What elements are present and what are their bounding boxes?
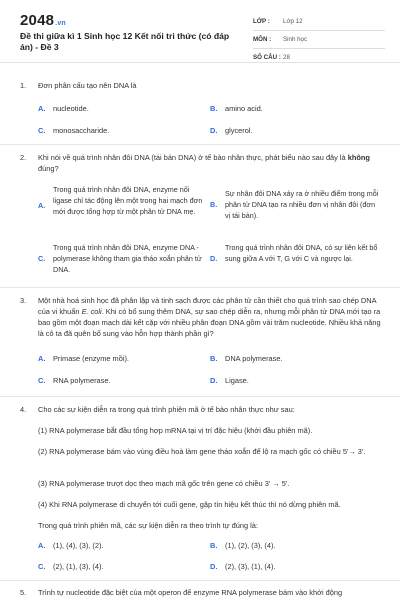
option-letter: D. bbox=[210, 562, 218, 571]
option-d[interactable] bbox=[210, 125, 380, 136]
question-5 bbox=[20, 587, 382, 598]
exam-meta bbox=[253, 13, 385, 66]
option-letter: C. bbox=[38, 376, 46, 385]
option-c[interactable] bbox=[38, 375, 208, 386]
option-text: Ligase. bbox=[225, 376, 249, 385]
option-a[interactable] bbox=[38, 184, 206, 232]
option-letter: A. bbox=[38, 354, 46, 363]
option-letter: D. bbox=[210, 126, 218, 135]
option-a[interactable] bbox=[38, 540, 208, 551]
option-text: Primase (enzyme mồi). bbox=[53, 354, 129, 363]
option-letter: B. bbox=[210, 104, 218, 113]
question-stem bbox=[38, 295, 382, 339]
option-letter: C. bbox=[38, 254, 46, 263]
question-3 bbox=[20, 295, 382, 391]
option-text: (1), (2), (3), (4). bbox=[225, 541, 276, 550]
event-2: (2) RNA polymerase bám vào vùng điều hoà làm gene tháo xoắn để lộ ra mạch gốc có chiều 5'→ 3'. bbox=[38, 447, 366, 456]
divider bbox=[0, 580, 400, 581]
stem-text: . Khi có bổ sung thêm DNA, sự sao chép diễn ra, nhưng mỗi phân tử DNA mới tạo ra bao gồm một đoạn mạch dài kết cặp với nhiều phân đoạn DNA gồm vài trăm nucleotide. Nhiều khả năng là cô ta đã quên bổ sung vào hỗn hợp thành phần gì? bbox=[38, 307, 381, 338]
meta-value: 28 bbox=[283, 54, 290, 61]
logo-suffix: .vn bbox=[55, 20, 66, 27]
option-text: amino acid. bbox=[225, 104, 263, 113]
question-stem: Cho các sự kiện diễn ra trong quá trình phiên mã ở tế bào nhân thực như sau: bbox=[38, 405, 295, 414]
stem-emphasis: không bbox=[347, 153, 370, 162]
stem-text: Một nhà hoá sinh học đã phân lập và tinh sạch được các phân tử cần thiết cho quá trình sao chép DNA của vi khuẩn bbox=[38, 296, 377, 316]
option-letter: C. bbox=[38, 126, 46, 135]
question-stem bbox=[38, 152, 382, 174]
option-text: glycerol. bbox=[225, 126, 253, 135]
question-number: 5. bbox=[20, 588, 27, 597]
option-b[interactable] bbox=[210, 103, 380, 114]
logo-text: 2048 bbox=[20, 12, 55, 29]
option-text: nucleotide. bbox=[53, 104, 89, 113]
option-text: Trong quá trình nhân đôi DNA, enzyme DNA - polymerase không tham gia tháo xoắn phân tử DNA. bbox=[53, 243, 202, 274]
option-c[interactable] bbox=[38, 125, 208, 136]
meta-value: Sinh học bbox=[283, 36, 308, 43]
meta-value: Lớp 12 bbox=[283, 18, 303, 25]
option-a[interactable] bbox=[38, 103, 208, 114]
divider bbox=[0, 396, 400, 397]
option-text: (1), (4), (3), (2). bbox=[53, 541, 104, 550]
option-letter: A. bbox=[38, 104, 46, 113]
option-text: monosaccharide. bbox=[53, 126, 110, 135]
option-c[interactable] bbox=[38, 561, 208, 572]
event-3: (3) RNA polymerase trượt dọc theo mạch mã gốc trên gene có chiều 3' → 5'. bbox=[38, 479, 290, 488]
meta-key: MÔN : bbox=[253, 36, 272, 43]
option-d[interactable] bbox=[210, 242, 382, 278]
question-number: 1. bbox=[20, 81, 27, 90]
option-letter: B. bbox=[210, 354, 218, 363]
option-letter: D. bbox=[210, 254, 218, 263]
meta-row-class bbox=[253, 13, 385, 31]
question-number: 3. bbox=[20, 296, 27, 305]
meta-key: LỚP : bbox=[253, 18, 270, 25]
option-letter: A. bbox=[38, 541, 46, 550]
option-b[interactable] bbox=[210, 540, 380, 551]
option-text: Trong quá trình nhân đôi DNA, có sự liên kết bổ sung giữa A với T, G với C và ngược lại. bbox=[225, 243, 378, 263]
exam-title: Đề thi giữa kì 1 Sinh học 12 Kết nối tri thức (có đáp án) - Đề 3 bbox=[20, 31, 230, 52]
option-a[interactable] bbox=[38, 353, 208, 364]
option-text: Trong quá trình nhân đôi DNA, enzyme nối ligase chỉ tác động lên một trong hai mạch đơn mới được tổng hợp từ một phân tử DNA mẹ. bbox=[53, 185, 203, 216]
stem-text: Khi nói về quá trình nhân đôi DNA (tái bản DNA) ở tế bào nhân thực, phát biểu nào sau đây là bbox=[38, 153, 346, 162]
divider bbox=[0, 144, 400, 145]
option-letter: B. bbox=[210, 200, 218, 209]
meta-row-count bbox=[253, 49, 385, 66]
divider bbox=[0, 287, 400, 288]
question-number: 4. bbox=[20, 405, 27, 414]
event-4: (4) Khi RNA polymerase di chuyển tới cuối gene, gặp tín hiệu kết thúc thì nó dừng phiên mã. bbox=[38, 500, 341, 509]
option-letter: C. bbox=[38, 562, 46, 571]
option-text: (2), (1), (3), (4). bbox=[53, 562, 104, 571]
option-letter: A. bbox=[38, 201, 46, 210]
option-text: Sự nhân đôi DNA xảy ra ở nhiều điểm trong mỗi phân tử DNA tạo ra nhiều đơn vị nhân đôi (đơn vị tái bản). bbox=[225, 189, 379, 220]
question-number: 2. bbox=[20, 153, 27, 162]
option-text: RNA polymerase. bbox=[53, 376, 111, 385]
option-letter: B. bbox=[210, 541, 218, 550]
option-text: DNA polymerase. bbox=[225, 354, 283, 363]
meta-key: SỐ CÂU : bbox=[253, 54, 281, 61]
meta-row-subject bbox=[253, 31, 385, 49]
question-stem: Đơn phân cấu tạo nên DNA là bbox=[38, 81, 137, 90]
option-letter: D. bbox=[210, 376, 218, 385]
option-c[interactable] bbox=[38, 242, 206, 278]
option-d[interactable] bbox=[210, 561, 380, 572]
option-d[interactable] bbox=[210, 375, 380, 386]
question-2 bbox=[20, 152, 382, 282]
option-text: (2), (3), (1), (4). bbox=[225, 562, 276, 571]
page-header bbox=[0, 0, 400, 63]
question-1 bbox=[20, 80, 382, 138]
question-stem: Trình tự nucleotide đặc biệt của một operon để enzyme RNA polymerase bám vào khởi động bbox=[38, 588, 343, 597]
stem-text: đúng? bbox=[38, 164, 59, 173]
option-b[interactable] bbox=[210, 353, 380, 364]
event-1: (1) RNA polymerase bắt đầu tổng hợp mRNA tại vị trí đặc hiệu (khởi đầu phiên mã). bbox=[38, 426, 313, 435]
stem-italic: E. coli bbox=[81, 307, 102, 316]
site-logo[interactable] bbox=[20, 12, 66, 29]
question-closing: Trong quá trình phiên mã, các sự kiện diễn ra theo trình tự đúng là: bbox=[38, 521, 258, 530]
option-b[interactable] bbox=[210, 188, 382, 224]
